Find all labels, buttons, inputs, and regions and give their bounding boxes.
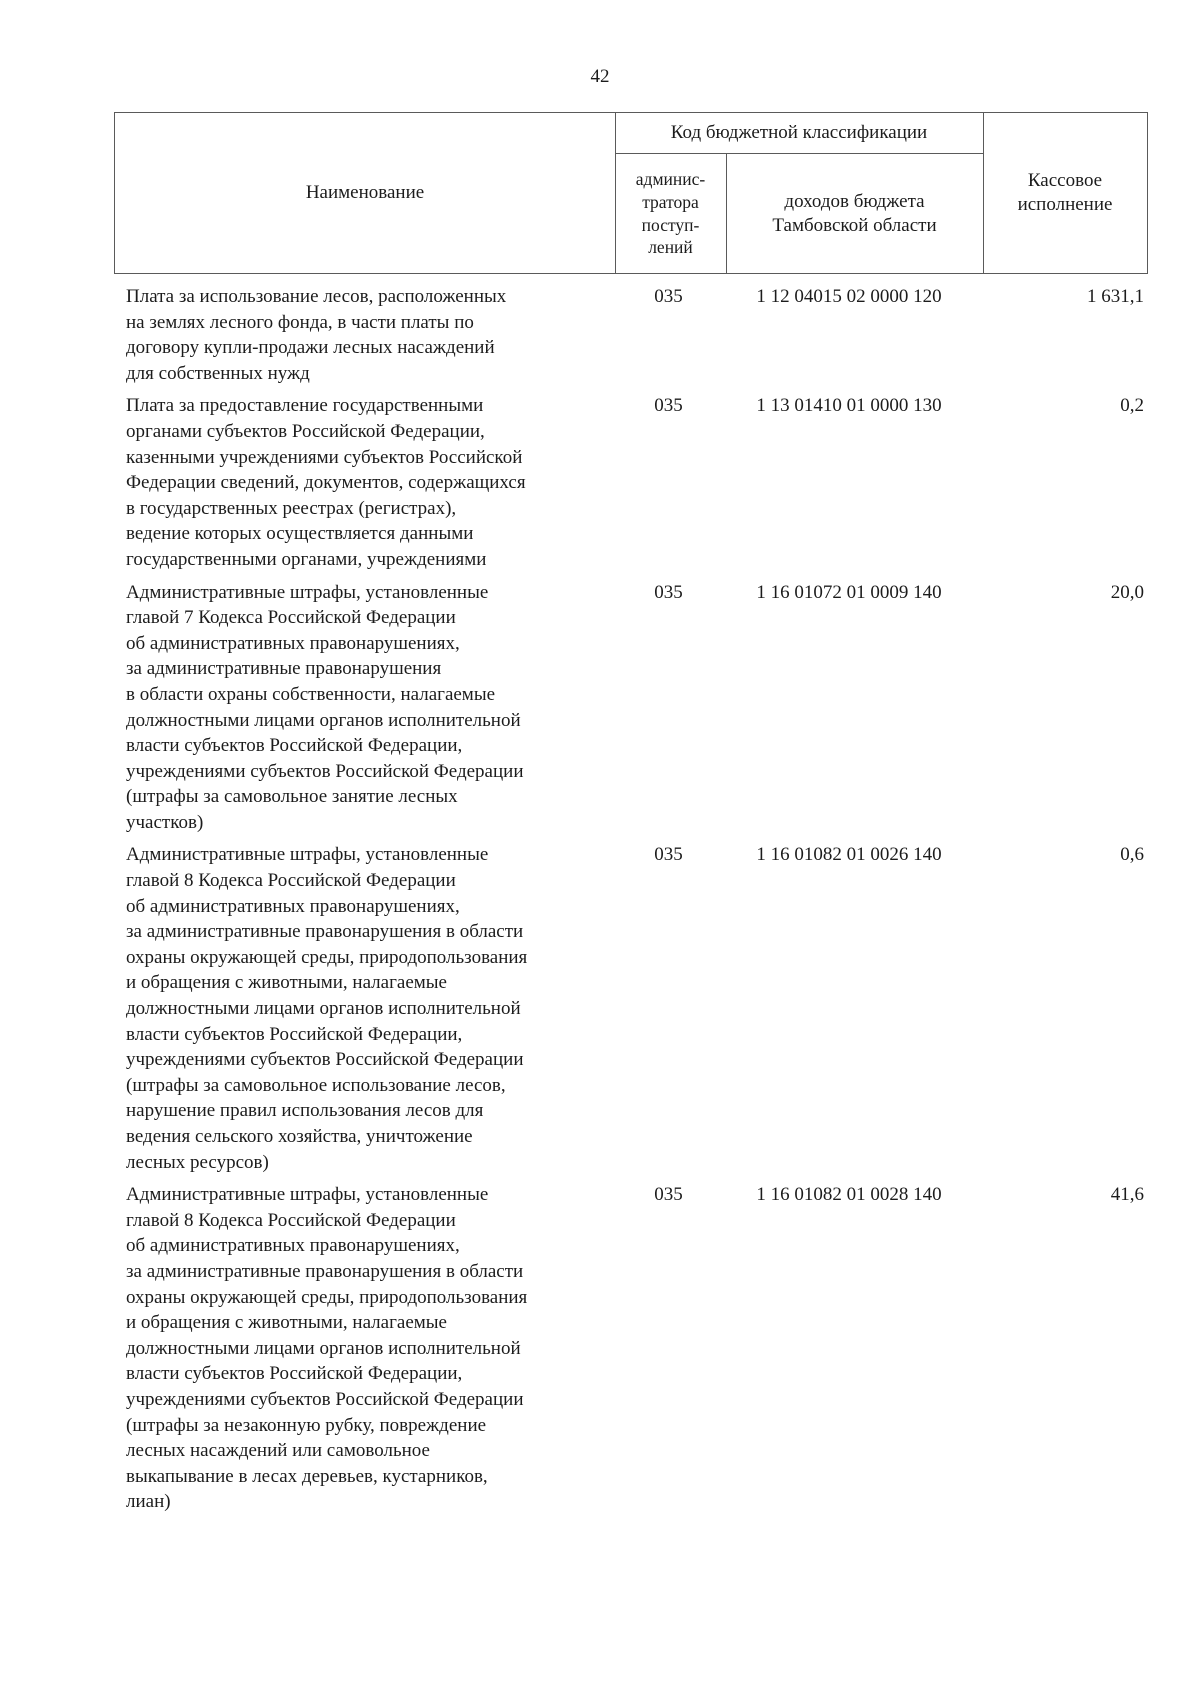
row-amount: 41,6 [1110, 1184, 1144, 1206]
table-row [114, 1182, 1148, 1515]
row-admin-code: 035 [654, 844, 683, 866]
row-amount: 20,0 [1110, 581, 1144, 603]
row-name: Административные штрафы, установленные главой 8 Кодекса Российской Федерации об административных правонарушениях, за административные правонарушения в области охраны окружающей среды, природопользования и обращения с животными, налагаемые должностными лицами органов исполнительной власти субъектов Российской Федерации, учреждениями субъектов Российской Федерации (штрафы за незаконную рубку, повреждение лесных насаждений или самовольное выкапывание в лесах деревьев, кустарников, лиан) [126, 1184, 528, 1513]
table-header [114, 112, 1148, 274]
header-admin-column: админис- тратора поступ- лений [635, 169, 706, 258]
row-revenue-code: 1 13 01410 01 0000 130 [756, 395, 942, 417]
table-row [114, 842, 1148, 1175]
row-admin-code: 035 [654, 395, 683, 417]
row-revenue-code: 1 16 01082 01 0026 140 [756, 844, 942, 866]
header-execution-column: Кассовое исполнение [1017, 170, 1113, 215]
page-number: 42 [590, 66, 610, 87]
row-revenue-code: 1 16 01082 01 0028 140 [756, 1184, 942, 1206]
row-name: Плата за использование лесов, расположенных на землях лесного фонда, в части платы по договору купли-продажи лесных насаждений для собственных нужд [126, 286, 507, 384]
row-name: Административные штрафы, установленные главой 7 Кодекса Российской Федерации об административных правонарушениях, за административные правонарушения в области охраны собственности, налагаемые должностными лицами органов исполнительной власти субъектов Российской Федерации, учреждениями субъектов Российской Федерации (штрафы за самовольное занятие лесных участков) [126, 581, 524, 833]
row-admin-code: 035 [654, 1184, 683, 1206]
row-name: Плата за предоставление государственными органами субъектов Российской Федерации, казенными учреждениями субъектов Российской Федерации сведений, документов, содержащихся в государственных реестрах (регистрах), ведение которых осуществляется данными государственными органами, учреждениями [126, 395, 526, 570]
header-revenue-column: доходов бюджета Тамбовской области [772, 190, 937, 236]
table-row [114, 580, 1148, 836]
row-amount: 0,6 [1120, 844, 1144, 866]
header-name-column: Наименование [305, 182, 425, 204]
table-row [114, 284, 1148, 386]
row-revenue-code: 1 16 01072 01 0009 140 [756, 581, 942, 603]
row-amount: 0,2 [1120, 395, 1144, 417]
header-code-group: Код бюджетной классификации [670, 122, 928, 144]
row-amount: 1 631,1 [1087, 286, 1144, 307]
row-admin-code: 035 [654, 581, 683, 603]
row-name: Административные штрафы, установленные главой 8 Кодекса Российской Федерации об административных правонарушениях, за административные правонарушения в области охраны окружающей среды, природопользования и обращения с животными, налагаемые должностными лицами органов исполнительной власти субъектов Российской Федерации, учреждениями субъектов Российской Федерации (штрафы за самовольное использование лесов, нарушение правил использования лесов для ведения сельского хозяйства, уничтожение лесных ресурсов) [126, 844, 528, 1173]
row-revenue-code: 1 12 04015 02 0000 120 [756, 286, 942, 307]
table-row [114, 393, 1148, 572]
row-admin-code: 035 [654, 286, 683, 307]
table-body [114, 284, 1148, 1522]
